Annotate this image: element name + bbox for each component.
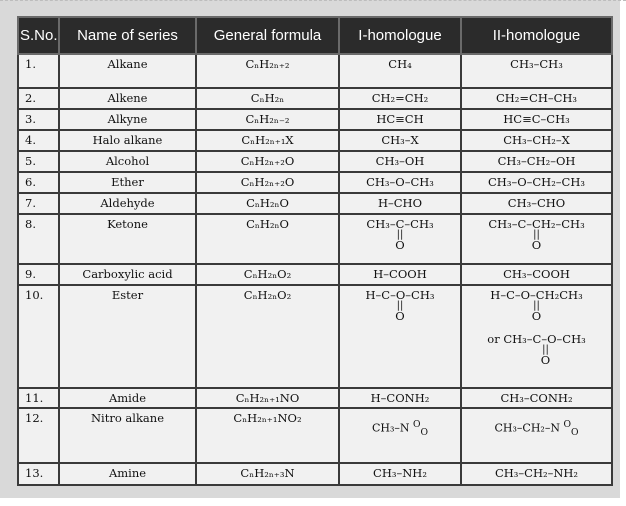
cell-second-homologue: CH₃–CH₂–OH bbox=[461, 151, 612, 172]
structure-chain: CH₃–CH₂–N bbox=[494, 421, 560, 435]
structure-chain: CH₃–N bbox=[371, 421, 410, 435]
ester-second-structure bbox=[464, 288, 609, 323]
double-bond-mark: || bbox=[533, 300, 540, 311]
cell-sno: 13. bbox=[18, 463, 59, 485]
table-row bbox=[18, 285, 612, 388]
top-divider bbox=[0, 0, 626, 4]
cell-second-homologue bbox=[461, 285, 612, 388]
cell-first-homologue: CH₃–O–CH₃ bbox=[339, 172, 461, 193]
cell-formula: CₙH₂ₙ₊₂ bbox=[196, 54, 339, 88]
nitro-second-structure bbox=[495, 418, 579, 439]
cell-second-homologue: CH₂=CH–CH₃ bbox=[461, 88, 612, 109]
header-name: Name of series bbox=[59, 17, 196, 54]
cell-sno: 6. bbox=[18, 172, 59, 193]
cell-first-homologue bbox=[339, 214, 461, 264]
or-label: or bbox=[487, 332, 500, 346]
cell-name: Ketone bbox=[59, 214, 196, 264]
cell-name: Alkyne bbox=[59, 109, 196, 130]
nitro-first-structure bbox=[372, 418, 428, 439]
cell-name: Ester bbox=[59, 285, 196, 388]
cell-formula: CₙH₂ₙ₊₃N bbox=[196, 463, 339, 485]
cell-name: Carboxylic acid bbox=[59, 264, 196, 285]
cell-second-homologue: CH₃–CH₂–X bbox=[461, 130, 612, 151]
header-formula: General formula bbox=[196, 17, 339, 54]
cell-second-homologue: CH₃–O–CH₂–CH₃ bbox=[461, 172, 612, 193]
double-bond-mark: || bbox=[396, 229, 404, 240]
carbonyl-oxygen: O bbox=[395, 309, 405, 323]
structure-chain: CH₃–C–O–CH₃ bbox=[503, 332, 586, 346]
cell-name: Alcohol bbox=[59, 151, 196, 172]
header-row bbox=[18, 17, 612, 54]
carbonyl-oxygen: O bbox=[540, 353, 551, 367]
cell-formula: CₙH₂ₙ₋₂ bbox=[196, 109, 339, 130]
carbonyl-oxygen: O bbox=[531, 309, 542, 323]
table-row bbox=[18, 408, 612, 463]
table-row bbox=[18, 54, 612, 88]
alternative-structure bbox=[464, 333, 609, 346]
cell-formula: CₙH₂ₙ₊₁NO bbox=[196, 388, 339, 408]
cell-name: Nitro alkane bbox=[59, 408, 196, 463]
header-first-homologue: I-homologue bbox=[339, 17, 461, 54]
table-row bbox=[18, 388, 612, 408]
cell-second-homologue: CH₃–CONH₂ bbox=[461, 388, 612, 408]
carbonyl-oxygen: O bbox=[395, 238, 405, 252]
header-second-homologue: II-homologue bbox=[461, 17, 612, 54]
cell-formula: CₙH₂ₙ₊₁NO₂ bbox=[196, 408, 339, 463]
table-row bbox=[18, 264, 612, 285]
table-row bbox=[18, 193, 612, 214]
cell-name: Alkane bbox=[59, 54, 196, 88]
table-row bbox=[18, 151, 612, 172]
cell-sno: 1. bbox=[18, 54, 59, 88]
cell-second-homologue: CH₃–CH₂–NH₂ bbox=[461, 463, 612, 485]
table-row bbox=[18, 88, 612, 109]
cell-formula: CₙH₂ₙ₊₂O bbox=[196, 151, 339, 172]
cell-first-homologue bbox=[339, 408, 461, 463]
nitro-oxygen-top: O bbox=[563, 419, 571, 430]
cell-name: Amine bbox=[59, 463, 196, 485]
cell-second-homologue: HC≡C–CH₃ bbox=[461, 109, 612, 130]
cell-formula: CₙH₂ₙO bbox=[196, 214, 339, 264]
double-bond-mark: || bbox=[533, 229, 540, 240]
header-sno: S.No. bbox=[18, 17, 59, 54]
cell-sno: 9. bbox=[18, 264, 59, 285]
nitro-oxygen-bottom: O bbox=[420, 426, 429, 438]
cell-second-homologue: CH₃–COOH bbox=[461, 264, 612, 285]
cell-sno: 4. bbox=[18, 130, 59, 151]
cell-first-homologue: HC≡CH bbox=[339, 109, 461, 130]
structure-chain: CH₃–C–CH₃ bbox=[366, 217, 434, 231]
cell-sno: 10. bbox=[18, 285, 59, 388]
ketone-second-structure bbox=[464, 217, 609, 252]
double-bond-mark: || bbox=[542, 344, 549, 355]
cell-first-homologue: CH₃–OH bbox=[339, 151, 461, 172]
cell-first-homologue: CH₃–NH₂ bbox=[339, 463, 461, 485]
ester-first-structure bbox=[342, 288, 458, 323]
cell-second-homologue: CH₃–CH₃ bbox=[461, 54, 612, 88]
structure-chain: H–C–O–CH₂CH₃ bbox=[490, 288, 583, 302]
carbonyl-oxygen: O bbox=[531, 238, 542, 252]
cell-name: Aldehyde bbox=[59, 193, 196, 214]
cell-sno: 12. bbox=[18, 408, 59, 463]
table-row bbox=[18, 109, 612, 130]
cell-second-homologue bbox=[461, 408, 612, 463]
cell-sno: 7. bbox=[18, 193, 59, 214]
cell-name: Halo alkane bbox=[59, 130, 196, 151]
ketone-first-structure bbox=[342, 217, 458, 252]
double-bond-mark: || bbox=[396, 300, 404, 311]
nitro-oxygen-top: O bbox=[413, 419, 421, 430]
cell-first-homologue bbox=[339, 285, 461, 388]
cell-formula: CₙH₂ₙ bbox=[196, 88, 339, 109]
cell-sno: 2. bbox=[18, 88, 59, 109]
cell-formula: CₙH₂ₙ₊₁X bbox=[196, 130, 339, 151]
nitro-oxygen-bottom: O bbox=[570, 426, 579, 438]
cell-second-homologue: CH₃–CHO bbox=[461, 193, 612, 214]
table-row bbox=[18, 172, 612, 193]
cell-formula: CₙH₂ₙO₂ bbox=[196, 285, 339, 388]
table-row bbox=[18, 463, 612, 485]
cell-first-homologue: H–CONH₂ bbox=[339, 388, 461, 408]
cell-first-homologue: CH₂=CH₂ bbox=[339, 88, 461, 109]
cell-formula: CₙH₂ₙO bbox=[196, 193, 339, 214]
cell-first-homologue: H–COOH bbox=[339, 264, 461, 285]
cell-sno: 11. bbox=[18, 388, 59, 408]
cell-second-homologue bbox=[461, 214, 612, 264]
cell-sno: 5. bbox=[18, 151, 59, 172]
structure-chain: H–C–O–CH₃ bbox=[365, 288, 435, 302]
cell-sno: 3. bbox=[18, 109, 59, 130]
structure-chain: CH₃–C–CH₂–CH₃ bbox=[488, 217, 585, 231]
cell-name: Alkene bbox=[59, 88, 196, 109]
cell-formula: CₙH₂ₙO₂ bbox=[196, 264, 339, 285]
cell-formula: CₙH₂ₙ₊₂O bbox=[196, 172, 339, 193]
cell-first-homologue: CH₄ bbox=[339, 54, 461, 88]
table-row bbox=[18, 130, 612, 151]
cell-name: Ether bbox=[59, 172, 196, 193]
cell-first-homologue: CH₃–X bbox=[339, 130, 461, 151]
table-row bbox=[18, 214, 612, 264]
cell-sno: 8. bbox=[18, 214, 59, 264]
homologous-series-table bbox=[17, 16, 613, 486]
cell-first-homologue: H–CHO bbox=[339, 193, 461, 214]
cell-name: Amide bbox=[59, 388, 196, 408]
